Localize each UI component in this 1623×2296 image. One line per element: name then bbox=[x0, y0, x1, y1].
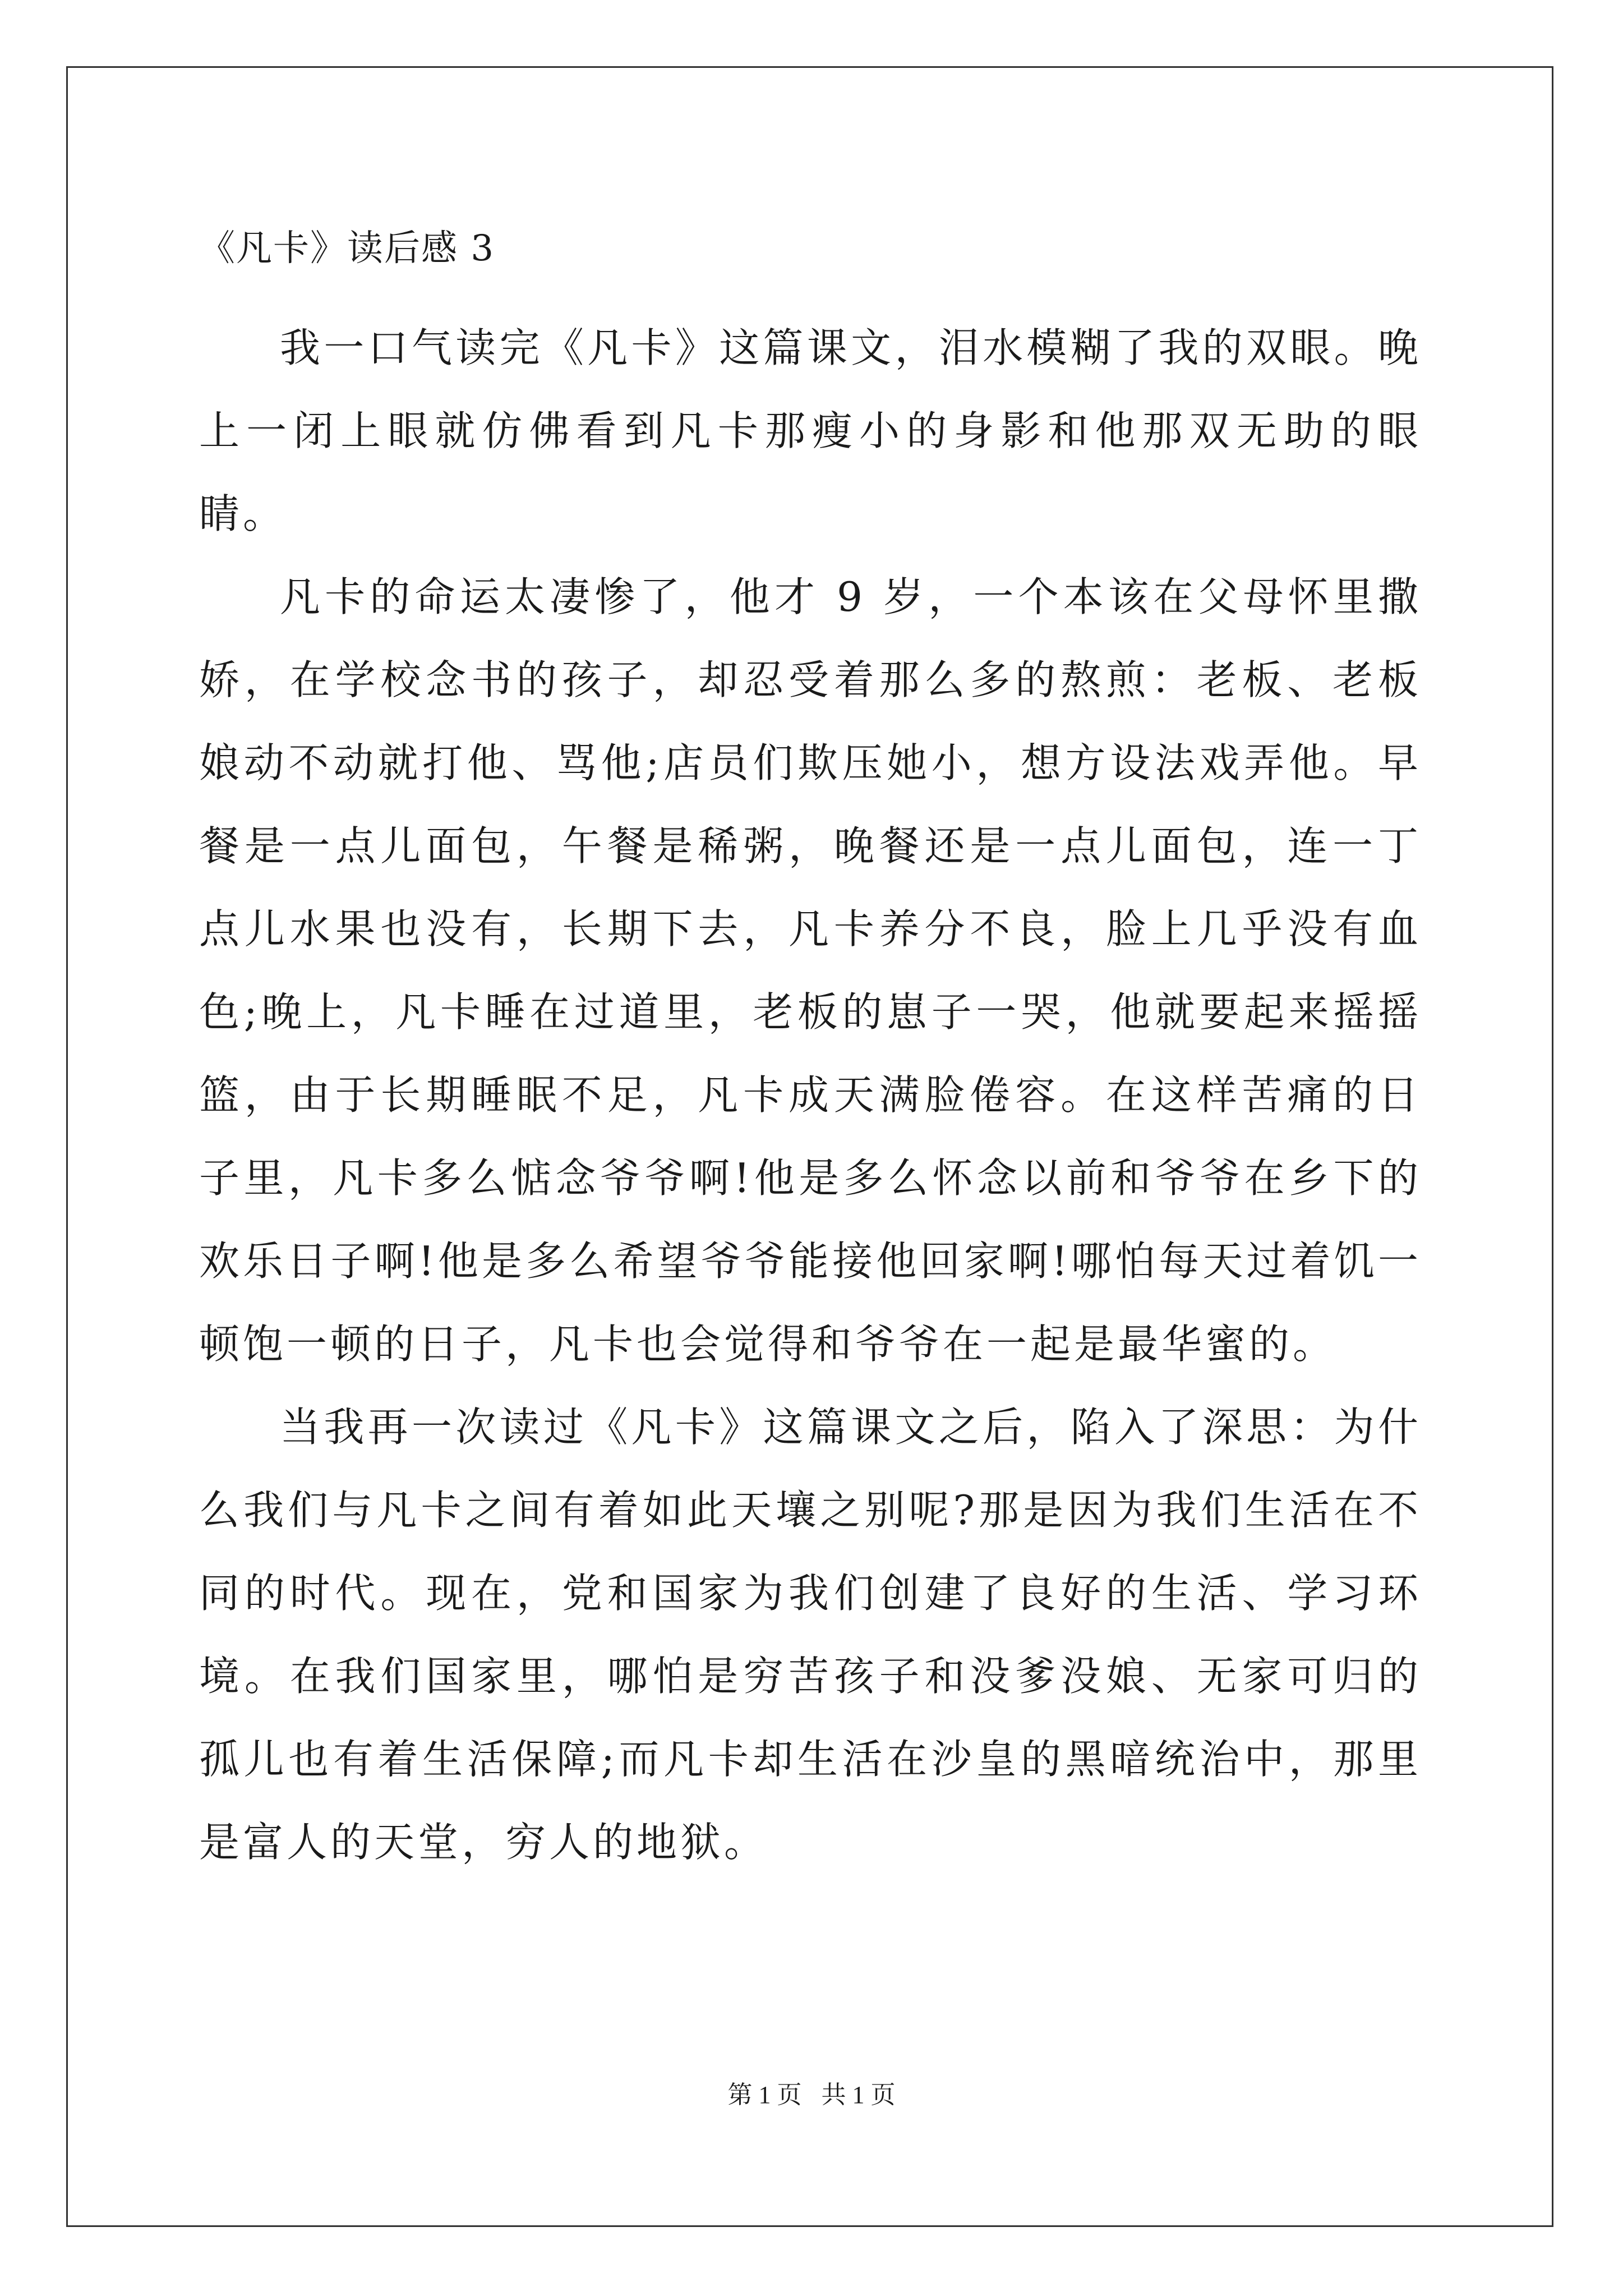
paragraph-1: 我一口气读完《凡卡》这篇课文，泪水模糊了我的双眼。晚上一闭上眼就仿佛看到凡卡那瘦小的身影和他那双无助的眼睛。 bbox=[199, 324, 1422, 537]
page-total: 共 1 页 bbox=[821, 2081, 896, 2109]
document-body bbox=[199, 213, 1422, 1884]
paragraph-3: 当我再一次读过《凡卡》这篇课文之后，陷入了深思：为什么我们与凡卡之间有着如此天壤之别呢?那是因为我们生活在不同的时代。现在，党和国家为我们创建了良好的生活、学习环境。在我们国家里，哪怕是穷苦孩子和没爹没娘、无家可归的孤儿也有着生活保障;而凡卡却生活在沙皇的黑暗统治中，那里是富人的天堂，穷人的地狱。 bbox=[199, 1404, 1422, 1866]
paragraph-2: 凡卡的命运太凄惨了，他才 9 岁，一个本该在父母怀里撒娇，在学校念书的孩子，却忍受着那么多的熬煎：老板、老板娘动不动就打他、骂他;店员们欺压她小，想方设法戏弄他。早餐是一点儿面包，午餐是稀粥，晚餐还是一点儿面包，连一丁点儿水果也没有，长期下去，凡卡养分不良，脸上几乎没有血色;晚上，凡卡睡在过道里，老板的崽子一哭，他就要起来摇摇篮，由于长期睡眠不足，凡卡成天满脸倦容。在这样苦痛的日子里，凡卡多么惦念爷爷啊!他是多么怀念以前和爷爷在乡下的欢乐日子啊!他是多么希望爷爷能接他回家啊!哪怕每天过着饥一顿饱一顿的日子，凡卡也会觉得和爷爷在一起是最华蜜的。 bbox=[199, 573, 1422, 1368]
page-footer bbox=[0, 2078, 1623, 2112]
document-title: 《凡卡》读后感 3 bbox=[199, 228, 495, 269]
page-number: 第 1 页 bbox=[727, 2081, 802, 2109]
